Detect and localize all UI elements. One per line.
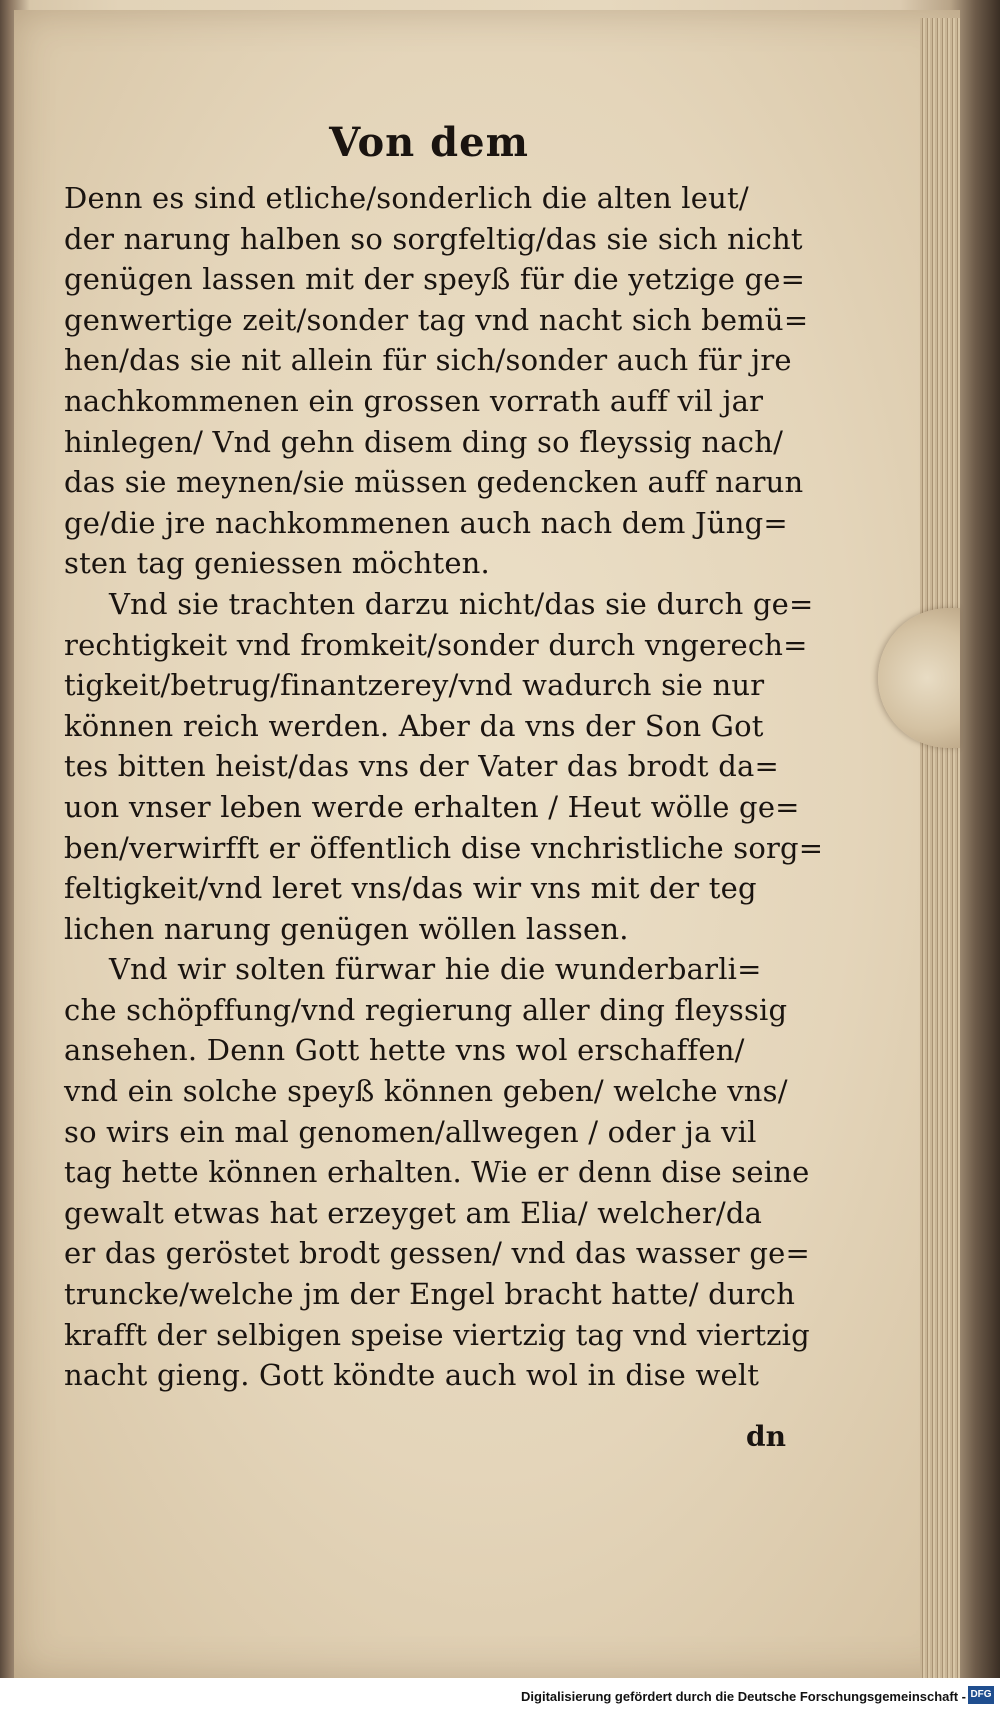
text-line: nachkommenen ein grossen vorrath auff vil jar — [64, 383, 764, 418]
text-block — [64, 118, 824, 1396]
text-line: che schöpffung/vnd regierung aller ding fleyssig — [64, 992, 788, 1027]
text-line: sten tag geniessen möchten. — [64, 546, 490, 581]
text-line: so wirs ein mal genomen/allwegen / oder ja vil — [64, 1114, 757, 1149]
book-page — [14, 10, 960, 1678]
text-line: ge/die jre nachkommenen auch nach dem Jüng= — [64, 505, 788, 540]
text-line: hen/das sie nit allein für sich/sonder auch für jre — [64, 343, 792, 378]
text-line: der narung halben so sorgfeltig/das sie sich nicht — [64, 221, 803, 256]
text-line: vnd ein solche speyß können geben/ welche vns/ — [64, 1074, 788, 1109]
text-line: können reich werden. Aber da vns der Son Got — [64, 708, 764, 743]
text-line: tigkeit/betrug/finantzerey/vnd wadurch sie nur — [64, 668, 765, 703]
digitization-footer — [0, 1678, 1000, 1714]
dfg-logo-icon: DFG — [968, 1686, 994, 1704]
text-line: genwertige zeit/sonder tag vnd nacht sich bemü= — [64, 302, 809, 337]
text-line: feltigkeit/vnd leret vns/das wir vns mit der teg — [64, 871, 757, 906]
text-line: Vnd sie trachten darzu nicht/das sie durch ge= — [109, 586, 814, 621]
text-line: gewalt etwas hat erzeyget am Elia/ welcher/da — [64, 1195, 763, 1230]
text-line: Denn es sind etliche/sonderlich die alten leut/ — [64, 181, 749, 215]
text-line: truncke/welche jm der Engel bracht hatte/ durch — [64, 1277, 796, 1312]
text-line: ansehen. Denn Gott hette vns wol erschaffen/ — [64, 1033, 745, 1068]
text-line: hinlegen/ Vnd gehn disem ding so fleyssig nach/ — [64, 424, 784, 459]
text-line: rechtigkeit vnd fromkeit/sonder durch vngerech= — [64, 627, 808, 662]
text-line: nacht gieng. Gott köndte auch wol in dise welt — [64, 1358, 760, 1393]
text-line: tes bitten heist/das vns der Vater das brodt da= — [64, 749, 779, 784]
running-head: Von dem — [329, 119, 529, 166]
book-clasp — [878, 608, 960, 748]
funding-notice: Digitalisierung gefördert durch die Deutsche Forschungsgemeinschaft - — [521, 1689, 966, 1704]
text-line: genügen lassen mit der speyß für die yetzige ge= — [64, 262, 806, 297]
text-line: das sie meynen/sie müssen gedencken auff narun — [64, 465, 804, 500]
text-line: er das geröstet brodt gessen/ vnd das wasser ge= — [64, 1236, 810, 1271]
text-line: uon vnser leben werde erhalten / Heut wölle ge= — [64, 789, 800, 824]
catchword: dn — [746, 1420, 786, 1453]
text-line: ben/verwirfft er öffentlich dise vnchristliche sorg= — [64, 830, 824, 865]
text-line: Vnd wir solten fürwar hie die wunderbarli= — [109, 952, 762, 987]
text-line: krafft der selbigen speise viertzig tag vnd viertzig — [64, 1317, 810, 1352]
text-line: lichen narung genügen wöllen lassen. — [64, 911, 629, 946]
text-line: tag hette können erhalten. Wie er denn dise seine — [64, 1155, 810, 1190]
page-edges — [920, 18, 960, 1690]
body-text — [64, 178, 824, 1396]
